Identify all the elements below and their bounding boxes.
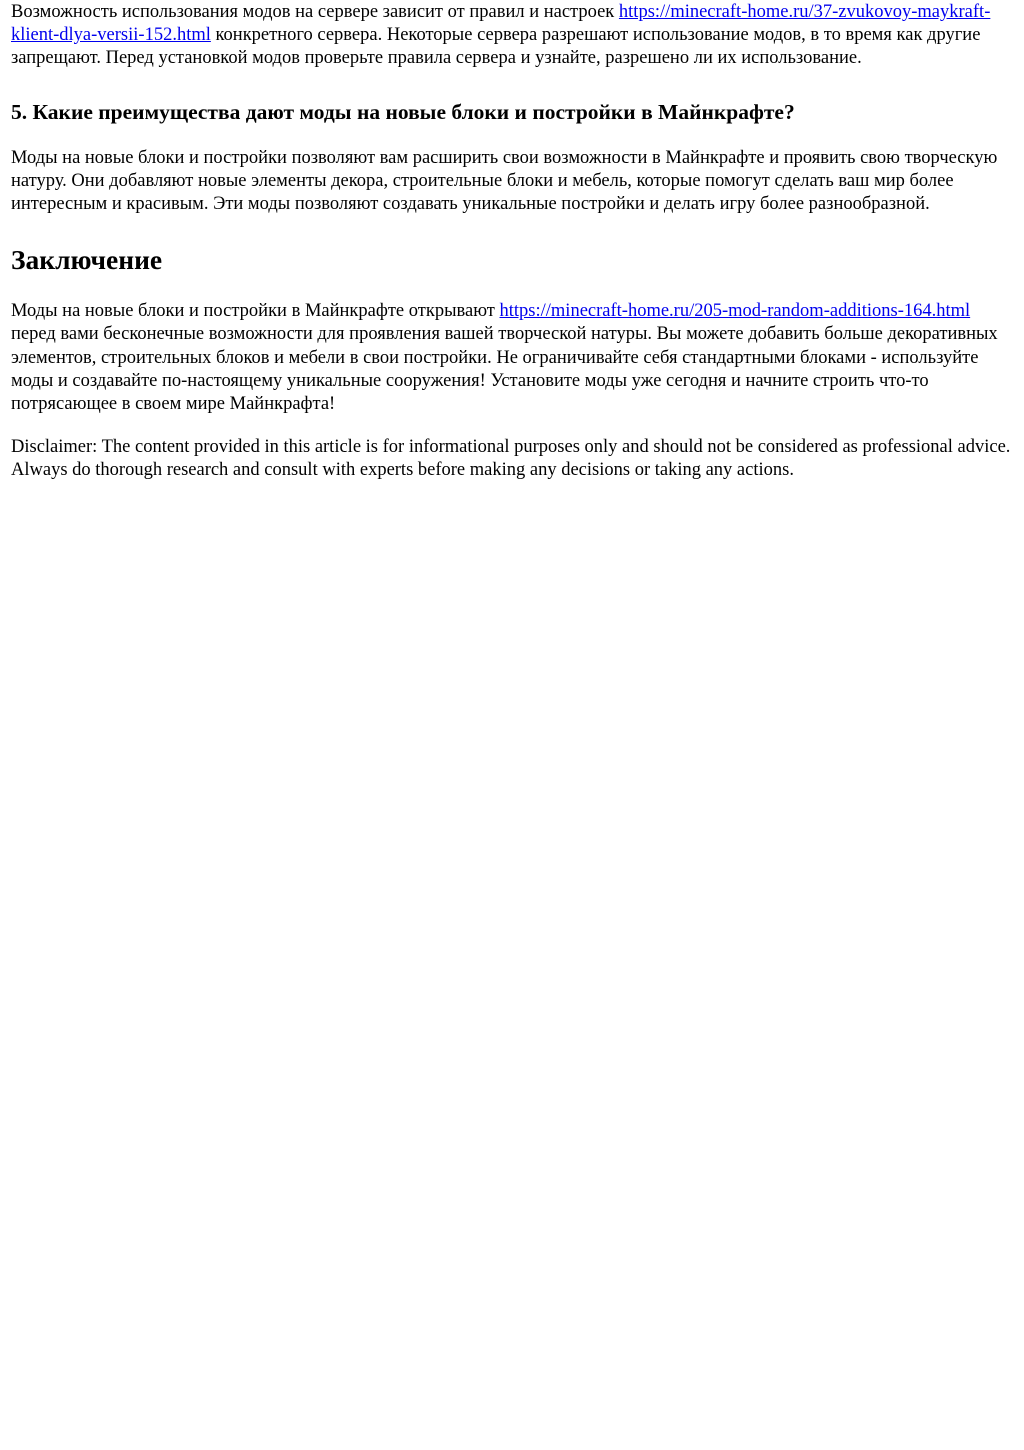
paragraph-conclusion	[11, 300, 1013, 416]
conclusion-heading: Заключение	[11, 244, 163, 276]
disclaimer: Disclaimer: The content provided in this article is for informational purposes only and should not be considered as professional advice. Always do thorough research and consult with experts before making any decisions or taking any actions.	[11, 437, 1011, 481]
article-body	[0, 1, 1024, 483]
paragraph-benefits: Моды на новые блоки и постройки позволяют вам расширить свои возможности в Майнкрафте и проявить свою творческую натуру. Они добавляют новые элементы декора, строительные блоки и мебель, которые помогут сделать ваш мир более интересным и красивым. Эти моды позволяют создавать уникальные постройки и делать игру более разнообразной.	[11, 147, 998, 215]
section-heading-5: 5. Какие преимущества дают моды на новые блоки и постройки в Майнкрафте?	[11, 99, 795, 124]
link-random-additions[interactable]: https://minecraft-home.ru/205-mod-random-additions-164.html	[499, 301, 971, 322]
paragraph-text: Возможность использования модов на сервере зависит от правил и настроек	[11, 2, 619, 22]
link-zvukovoy-klient[interactable]: https://minecraft-home.ru/37-zvukovoy-maykraft-klient-dlya-versii-152.html	[11, 2, 991, 46]
paragraph-text: Моды на новые блоки и постройки в Майнкрафте открывают	[11, 301, 500, 322]
paragraph-text: перед вами бесконечные возможности для проявления вашей творческой натуры. Вы можете добавить больше декоративных элементов, строительных блоков и мебели в свои постройки. Не ограничивайте себя стандартными блоками - используйте моды и создавайте по-настоящему уникальные сооружения! Установите моды уже сегодня и начните строить что-то потрясающее в своем мире Майнкрафта!	[11, 324, 998, 415]
paragraph-text: конкретного сервера. Некоторые сервера разрешают использование модов, в то время как другие запрещают. Перед установкой модов проверьте правила сервера и узнайте, разрешено ли их использование.	[11, 25, 981, 69]
paragraph-server-mods	[11, 1, 1013, 71]
